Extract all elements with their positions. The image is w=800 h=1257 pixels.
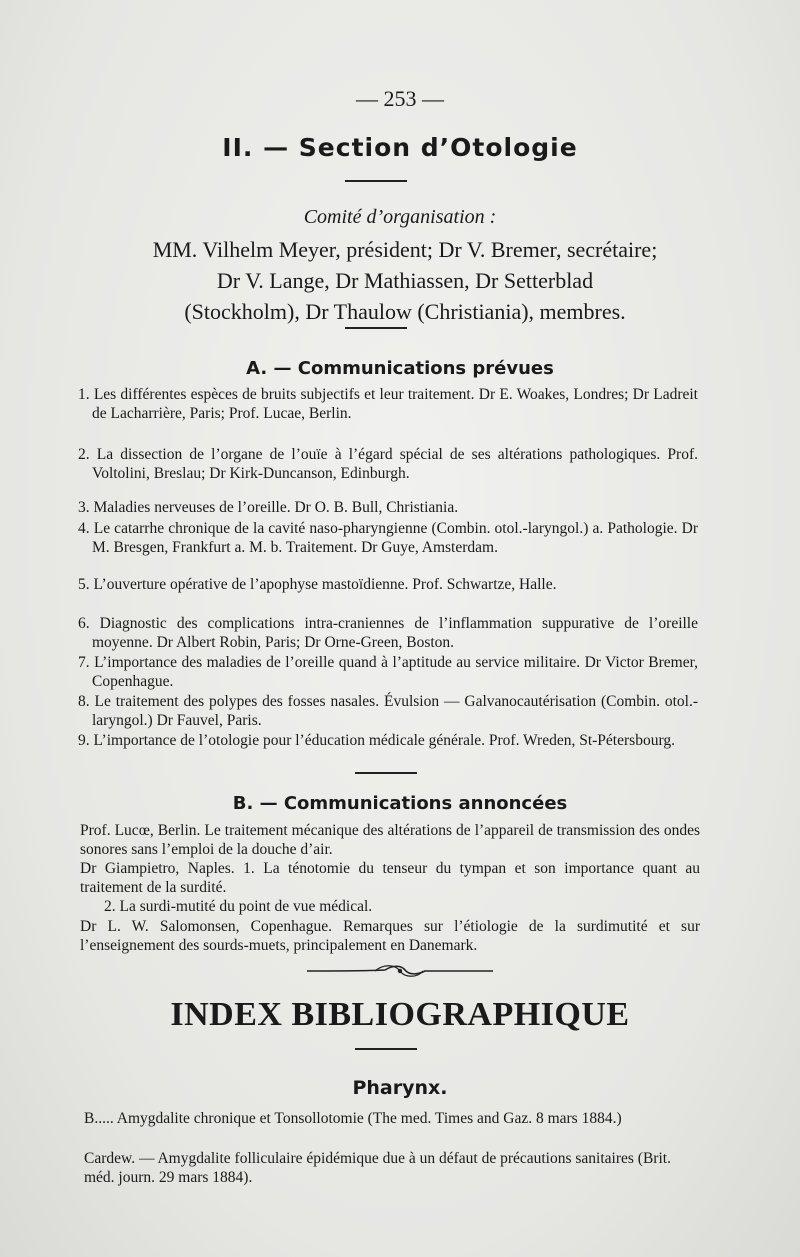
list-item: 2. La dissection de l’organe de l’ouïe à l’égard spécial de ses altérations pathologiques. Prof. Voltolini, Breslau; Dr Kirk-Duncanson, Edinburgh.: [78, 446, 698, 482]
pharynx-heading: Pharynx.: [352, 1077, 448, 1099]
annonce-item: 2. La surdi-mutité du point de vue médical.: [104, 898, 373, 915]
section-a-heading: A. — Communications prévues: [246, 358, 554, 379]
list-item: 8. Le traitement des polypes des fosses nasales. Évulsion — Galvanocautérisation (Combin. otol.-laryngol.) Dr Fauvel, Paris.: [78, 693, 698, 729]
biblio-author: B.....: [84, 1110, 114, 1127]
biblio-text: — Amygdalite folliculaire épidémique due à un défaut de précautions sanitaires (Brit. méd. journ. 29 mars 1884).: [84, 1150, 671, 1186]
page-number: — 253 —: [356, 86, 444, 111]
section-b-heading: B. — Communications annoncées: [232, 793, 568, 814]
list-item: 7. L’importance des maladies de l’oreille quand à l’aptitude au service militaire. Dr Victor Bremer, Copenhague.: [78, 654, 698, 690]
biblio-text: Amygdalite chronique et Tonsollotomie (The med. Times and Gaz. 8 mars 1884.): [116, 1110, 622, 1127]
divider: [345, 327, 407, 329]
ornament-divider: [305, 962, 495, 980]
list-item: 9. L’importance de l’otologie pour l’éducation médicale générale. Prof. Wreden, St-Pétersbourg.: [78, 732, 675, 749]
comite-label: Comité d’organisation :: [303, 206, 497, 228]
list-item: 1. Les différentes espèces de bruits subjectifs et leur traitement. Dr E. Woakes, Londres; Dr Ladreit de Lacharrière, Paris; Prof. Lucae, Berlin.: [78, 386, 698, 422]
biblio-entry: [84, 1150, 704, 1187]
list-item: 6. Diagnostic des complications intra-craniennes de l’inflammation suppurative de l’oreille moyenne. Dr Albert Robin, Paris; Dr Orne-Green, Boston.: [78, 615, 698, 651]
members-block: [70, 234, 740, 327]
list-item: 5. L’ouverture opérative de l’apophyse mastoïdienne. Prof. Schwartze, Halle.: [78, 576, 557, 593]
members-line: Dr V. Lange, Dr Mathiassen, Dr Setterblad: [216, 268, 594, 293]
biblio-entry: [84, 1110, 704, 1129]
divider: [355, 1048, 417, 1050]
section-title: II. — Section d’Otologie: [222, 133, 578, 162]
divider: [355, 772, 417, 774]
members-line: (Stockholm), Dr Thaulow (Christiania), membres.: [184, 299, 626, 324]
annonce-item: Dr Giampietro, Naples. 1. La ténotomie du tenseur du tympan et son importance quant au traitement de la surdité.: [80, 860, 700, 896]
members-line: MM. Vilhelm Meyer, président; Dr V. Bremer, secrétaire;: [152, 237, 658, 262]
annonce-item: Prof. Lucœ, Berlin. Le traitement mécanique des altérations de l’appareil de transmission des ondes sonores sans l’emploi de la douche d’air.: [80, 822, 700, 858]
index-title: INDEX BIBLIOGRAPHIQUE: [170, 996, 630, 1033]
annonce-item: Dr L. W. Salomonsen, Copenhague. Remarques sur l’étiologie de la surdimutité et sur l’enseignement des sourds-muets, principalement en Danemark.: [80, 918, 700, 954]
list-item: 3. Maladies nerveuses de l’oreille. Dr O. B. Bull, Christiania.: [78, 499, 459, 516]
list-item: 4. Le catarrhe chronique de la cavité naso-pharyngienne (Combin. otol.-laryngol.) a. Pathologie. Dr M. Bresgen, Frankfurt a. M. b. Traitement. Dr Guye, Amsterdam.: [78, 520, 698, 556]
divider: [345, 180, 407, 182]
biblio-author: Cardew.: [84, 1150, 136, 1167]
